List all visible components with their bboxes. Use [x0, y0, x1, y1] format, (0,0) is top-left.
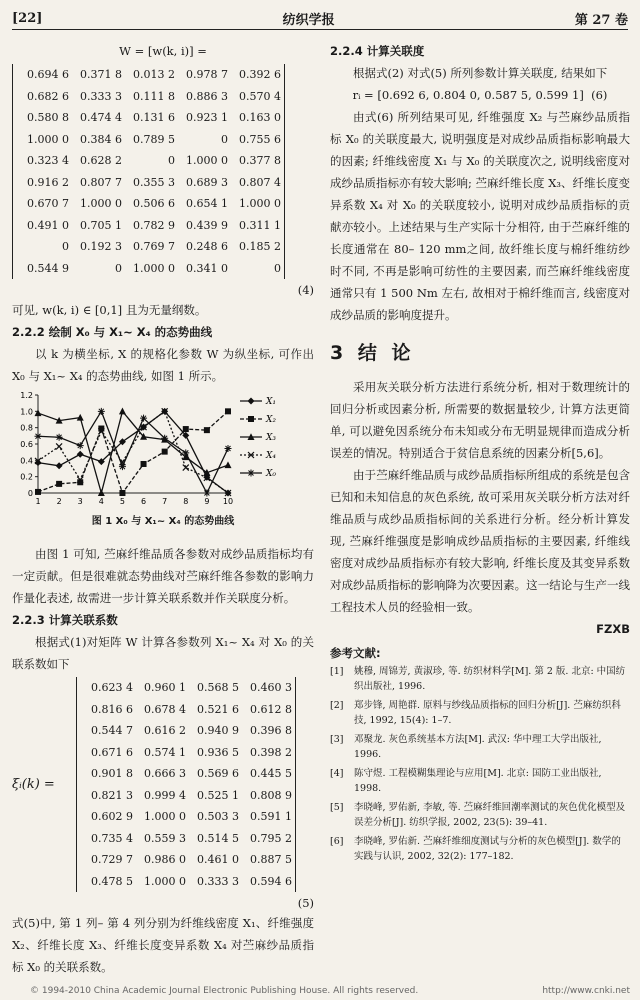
reference-text: 邓聚龙. 灰色系统基本方法[M]. 武汉: 华中理工大学出版社, 1996. [354, 734, 602, 760]
figure-1 [12, 389, 302, 509]
reference-item [330, 834, 630, 864]
matrix-cell: 0.887 5 [250, 853, 292, 866]
matrix-cell: 0.341 0 [186, 261, 228, 275]
y-tick-label: 0.6 [20, 440, 33, 449]
matrix-cell: 0.923 1 [186, 111, 228, 124]
matrix-cell: 0.769 7 [133, 240, 175, 253]
matrix-cell: 0.940 9 [197, 724, 239, 737]
para-conclusion-2: 由于苎麻纤维品质与成纱品质指标所组成的系统是包含已知和未知信息的灰色系统, 故可采用灰关联分析方法对纤维品质与成纱品质指标间的关系进行分析。经分析计算发现, 苎麻纤维强度是影响成纱品质指标的主要因素, 纤维线密度对成纱品质指标亦有较大影响, 纤维长度及其变异系数对成纱品质指标的影响降为次要因素。这一结论与生产一线工程技术人员的经验相一致。 [330, 468, 630, 614]
para-analysis: 由图 1 可知, 苎麻纤维品质各参数对成纱品质指标均有一定贡献。但是很难就态势曲线对苎麻纤维各参数的影响力作量化表述, 故需进一步计算关联系数并作关联度分析。 [12, 547, 314, 605]
matrix-cell: 0.574 1 [144, 745, 186, 759]
w-label: W = [w(k, i)] = [119, 44, 207, 58]
matrix-cell: 1.000 0 [144, 810, 186, 823]
xi-matrix-block [12, 677, 314, 892]
matrix-cell: 0.916 2 [27, 175, 69, 189]
para-coeff: 根据式(1)对矩阵 W 计算各参数列 X₁~ X₄ 对 X₀ 的关联系数如下 [12, 635, 314, 671]
left-column [12, 40, 314, 978]
legend-label: X₁ [266, 397, 277, 407]
matrix-row [16, 64, 281, 86]
matrix-cell: 0.384 6 [80, 132, 122, 146]
matrix-cell: 0.682 6 [27, 89, 69, 103]
xi-matrix [76, 677, 296, 892]
data-point [35, 409, 42, 416]
matrix-cell: 0.474 4 [80, 111, 122, 124]
reference-text: 陈守煜. 工程模糊集理论与应用[M]. 北京: 国防工业出版社, 1998. [354, 768, 602, 794]
footer [30, 986, 630, 996]
y-tick-label: 0.4 [20, 456, 33, 466]
matrix-cell: 0.569 6 [197, 767, 239, 780]
matrix-cell: 0.694 6 [27, 68, 69, 81]
matrix-cell: 0.491 0 [27, 218, 69, 232]
matrix-row [80, 677, 292, 699]
data-point [141, 461, 147, 467]
x-tick-label: 3 [77, 497, 83, 506]
matrix-cell: 0 [62, 240, 69, 253]
matrix-cell: 0.248 6 [186, 240, 228, 253]
matrix-cell: 0.591 1 [250, 810, 292, 823]
matrix-cell: 0.111 8 [133, 89, 175, 103]
data-point [98, 408, 105, 415]
matrix-cell: 0 [274, 261, 281, 275]
data-point [35, 433, 42, 440]
data-point [204, 427, 210, 433]
reference-item [330, 698, 630, 728]
matrix-cell: 0.525 1 [197, 788, 239, 802]
matrix-row [80, 763, 292, 785]
reference-text: 李晓峰, 罗佑新, 李敏, 等. 苎麻纤维回潮率测试的灰色优化模型及误差分析[J]. 纺织学报, 2002, 23(5): 39–41. [354, 802, 626, 828]
matrix-cell: 0.445 5 [250, 767, 292, 780]
matrix-row [16, 86, 281, 108]
data-point [119, 408, 126, 415]
reference-text: 郑步锋, 周艳群. 原料与纱线品质指标的回归分析[J]. 苎麻纺织科技, 1992, 15(4): 1–7. [354, 700, 621, 726]
reference-number: [5] [330, 802, 344, 813]
data-point [225, 445, 232, 452]
matrix-cell: 0.398 2 [250, 745, 292, 759]
matrix-cell: 0.192 3 [80, 240, 122, 253]
reference-number: [3] [330, 734, 344, 745]
matrix-cell: 0.821 3 [91, 788, 133, 802]
matrix-row [80, 871, 292, 893]
matrix-cell: 0.333 3 [197, 874, 239, 888]
matrix-cell: 0.602 9 [91, 810, 133, 823]
reference-item [330, 664, 630, 694]
matrix-cell: 0.355 3 [133, 175, 175, 189]
matrix-cell: 1.000 0 [239, 197, 281, 210]
matrix-cell: 0.506 6 [133, 197, 175, 210]
y-tick-label: 0.8 [20, 423, 33, 433]
data-point [182, 449, 189, 456]
equation-number-5: (5) [297, 896, 314, 910]
data-point [161, 435, 168, 442]
reference-item [330, 800, 630, 830]
matrix-cell: 0.163 0 [239, 111, 281, 124]
matrix-cell: 0.678 4 [144, 702, 186, 716]
data-point [35, 489, 41, 495]
copyright: © 1994-2010 China Academic Journal Electronic Publishing House. All rights reserved. [30, 986, 419, 996]
matrix-cell: 0.986 0 [144, 853, 186, 866]
matrix-cell: 1.000 0 [133, 261, 175, 275]
matrix-cell: 0.013 2 [133, 68, 175, 81]
right-column [330, 40, 630, 868]
data-point [162, 449, 168, 455]
matrix-cell: 0.705 1 [80, 218, 122, 232]
matrix-cell: 0.503 3 [197, 810, 239, 823]
matrix-cell: 0.807 4 [239, 175, 281, 189]
data-point [119, 490, 125, 496]
matrix-cell: 1.000 0 [186, 154, 228, 167]
matrix-cell: 0.807 7 [80, 175, 122, 189]
y-tick-label: 1.0 [20, 407, 33, 417]
legend-label: X₂ [266, 415, 277, 425]
matrix-cell: 0.782 9 [133, 218, 175, 232]
matrix-cell: 0.901 8 [91, 767, 133, 780]
matrix-cell: 0.789 5 [133, 132, 175, 146]
heading-2-2-3: 2.2.3 计算关联系数 [12, 613, 118, 627]
matrix-cell: 0.628 2 [80, 154, 122, 167]
reference-item [330, 766, 630, 796]
matrix-cell: 0.568 5 [197, 681, 239, 694]
matrix-row [80, 742, 292, 764]
reference-number: [4] [330, 768, 344, 779]
matrix-row [80, 720, 292, 742]
heading-conclusion: 3 结 论 [330, 342, 415, 364]
matrix-row [16, 236, 281, 258]
matrix-cell: 0.808 9 [250, 788, 292, 802]
matrix-cell: 0.670 7 [27, 197, 69, 210]
data-point [119, 463, 126, 470]
reference-number: [6] [330, 836, 344, 847]
matrix-row [16, 193, 281, 215]
matrix-cell: 0.978 7 [186, 68, 228, 81]
y-tick-label: 0.2 [20, 472, 33, 482]
matrix-cell: 0.570 4 [239, 89, 281, 103]
matrix-row [16, 129, 281, 151]
heading-2-2-2: 2.2.2 绘制 X₀ 与 X₁~ X₄ 的态势曲线 [12, 325, 213, 339]
data-point [203, 490, 210, 497]
x-tick-label: 7 [162, 497, 168, 506]
matrix-row [16, 150, 281, 172]
x-tick-label: 9 [204, 497, 210, 506]
matrix-cell: 0.377 8 [239, 154, 281, 167]
legend-label: X₄ [266, 451, 277, 461]
matrix-cell: 0.311 1 [239, 218, 281, 232]
matrix-row [80, 849, 292, 871]
data-point [56, 462, 63, 469]
matrix-row [16, 107, 281, 129]
matrix-cell: 0.689 3 [186, 175, 228, 189]
x-tick-label: 10 [222, 497, 234, 506]
matrix-row [16, 172, 281, 194]
matrix-row [80, 699, 292, 721]
matrix-cell: 0.559 3 [144, 831, 186, 845]
matrix-cell: 0.478 5 [91, 874, 133, 888]
matrix-cell: 0.521 6 [197, 702, 239, 716]
data-point [56, 434, 63, 441]
matrix-cell: 0.514 5 [197, 831, 239, 845]
data-point [225, 408, 231, 414]
matrix-cell: 0.816 6 [91, 702, 133, 716]
matrix-cell: 0.999 4 [144, 788, 186, 802]
references-title: 参考文献: [330, 646, 381, 660]
legend-marker [248, 398, 255, 405]
matrix-cell: 1.000 0 [144, 874, 186, 888]
journal-name: 纺织学报 [282, 13, 335, 28]
data-point [77, 414, 84, 421]
para-degree: 根据式(2) 对式(5) 所列参数计算关联度, 结果如下 [353, 66, 608, 80]
data-point [140, 415, 147, 422]
matrix-cell: 0.396 8 [250, 724, 292, 737]
xi-label: ξᵢ(k) = [12, 776, 55, 792]
matrix-cell: 0.544 7 [91, 724, 133, 737]
data-point [225, 461, 232, 468]
matrix-cell: 0.580 8 [27, 111, 69, 124]
equation-number-4: (4) [297, 283, 314, 297]
matrix-cell: 0.460 3 [250, 681, 292, 694]
running-header [12, 8, 628, 30]
volume: 第 27 卷 [574, 13, 628, 28]
para-columns: 式(5)中, 第 1 列– 第 4 列分别为纤维线密度 X₁、纤维强度 X₂、纤维长度 X₃、纤维长度变异系数 X₄ 对苎麻纱品质指标 X₀ 的关联系数。 [12, 916, 314, 974]
matrix-cell: 0 [115, 261, 122, 275]
data-point [56, 443, 62, 449]
para-results: 由式(6) 所列结果可见, 纤维强度 X₂ 与苎麻纱品质指标 X₀ 的关联度最大, 说明强度是对成纱品质指标影响最大的因素; 纤维线密度 X₁ 与 X₀ 的关联度次之, 说明线密度对成纱品质指标亦有较大影响; 苎麻纤维长度 X₃、纤维长度变异系数 X₄ 对 X₀ 的关联度较小, 说明对成纱品质指标的贡献亦较小。上述结果与生产实际十分相符, 由于苎麻纤维的长度通常在 80– 120 mm之间, 故纤维长度与棉纤维纺纱时不同, 不再是影响可纺性的主要因素, 而苎麻纤维线密度通常只有 1 500 Nm 左右, 故相对于棉纤维而言, 线密度对成纱品质的影响度提升。 [330, 110, 630, 322]
signature: FZXB [596, 622, 630, 636]
matrix-cell: 0.333 3 [80, 89, 122, 103]
x-tick-label: 4 [98, 497, 104, 506]
matrix-cell: 0.729 7 [91, 853, 133, 866]
para-range: 可见, w(k, i) ∈ [0,1] 且为无量纲数。 [12, 303, 207, 317]
matrix-cell: 0.616 2 [144, 724, 186, 737]
x-tick-label: 1 [35, 497, 41, 506]
equation-6: rᵢ = [0.692 6, 0.804 0, 0.587 5, 0.599 1] (6) [352, 88, 608, 102]
matrix-cell: 0.623 4 [91, 681, 133, 694]
series-line [38, 411, 228, 493]
w-matrix [12, 64, 285, 279]
matrix-cell: 1.000 0 [27, 132, 69, 146]
references-list [330, 664, 630, 864]
w-matrix-block [12, 64, 314, 279]
site-link[interactable]: http://www.cnki.net [542, 986, 630, 996]
matrix-cell: 0.886 3 [186, 89, 228, 103]
matrix-cell: 0.735 4 [91, 831, 133, 845]
matrix-cell: 0.185 2 [239, 240, 281, 253]
legend-label: X₃ [266, 433, 277, 443]
legend-marker [248, 416, 254, 422]
matrix-cell: 0.371 8 [80, 68, 122, 81]
matrix-row [80, 828, 292, 850]
legend-label: X₀ [266, 469, 277, 479]
reference-item [330, 732, 630, 762]
matrix-cell: 0.612 8 [250, 702, 292, 716]
matrix-cell: 0.654 1 [186, 197, 228, 210]
matrix-cell: 0.755 6 [239, 132, 281, 146]
matrix-cell: 0.439 9 [186, 218, 228, 232]
matrix-cell: 0.960 1 [144, 681, 186, 694]
data-point [77, 442, 84, 449]
para-conclusion-1: 采用灰关联分析方法进行系统分析, 相对于数理统计的回归分析或因素分析, 所需要的数据量较少, 计算方法更简单, 可以避免因系统分布未知或分布无明显规律而造成分析误差的情况。特别适合于贫信息系统的因素分析[5,6]。 [330, 380, 630, 460]
figure-caption: 图 1 X₀ 与 X₁~ X₄ 的态势曲线 [91, 516, 235, 527]
page-number: [22] [12, 11, 43, 26]
y-tick-label: 0 [27, 489, 33, 498]
data-point [183, 426, 189, 432]
x-tick-label: 2 [56, 497, 62, 506]
matrix-row [16, 258, 281, 280]
matrix-cell: 0 [221, 132, 228, 146]
x-tick-label: 8 [183, 497, 189, 506]
legend-marker [248, 470, 255, 477]
matrix-cell: 0.544 9 [27, 261, 69, 275]
y-tick-label: 1.2 [20, 391, 33, 400]
matrix-cell: 0.795 2 [250, 831, 292, 845]
matrix-cell: 0.461 0 [197, 853, 239, 866]
matrix-cell: 0 [168, 154, 175, 167]
matrix-cell: 0.323 4 [27, 154, 69, 167]
matrix-cell: 1.000 0 [80, 197, 122, 210]
x-tick-label: 6 [141, 497, 147, 506]
reference-number: [2] [330, 700, 344, 711]
matrix-cell: 0.666 3 [144, 767, 186, 780]
matrix-cell: 0.671 6 [91, 745, 133, 759]
matrix-row [80, 806, 292, 828]
matrix-cell: 0.936 5 [197, 745, 239, 759]
reference-text: 姚穆, 周锦芳, 黄淑珍, 等. 纺织材料学[M]. 第 2 版. 北京: 中国纺织出版社, 1996. [354, 666, 626, 692]
data-point [183, 465, 189, 471]
matrix-cell: 0.594 6 [250, 874, 292, 888]
data-point [56, 481, 62, 487]
reference-number: [1] [330, 666, 344, 677]
matrix-cell: 0.392 6 [239, 68, 281, 81]
x-tick-label: 5 [119, 497, 125, 506]
data-point [77, 451, 84, 458]
heading-2-2-4: 2.2.4 计算关联度 [330, 44, 425, 58]
matrix-cell: 0.131 6 [133, 111, 175, 124]
matrix-row [16, 215, 281, 237]
reference-text: 李晓峰, 罗佑新. 苎麻纤维细度测试与分析的灰色模型[J]. 数学的实践与认识, 2002, 32(2): 177–182. [354, 836, 621, 862]
matrix-row [80, 785, 292, 807]
para-trend: 以 k 为横坐标, X 的规格化参数 W 为纵坐标, 可作出 X₀ 与 X₁~ X₄ 的态势曲线, 如图 1 所示。 [12, 347, 314, 383]
trend-chart [12, 389, 302, 509]
